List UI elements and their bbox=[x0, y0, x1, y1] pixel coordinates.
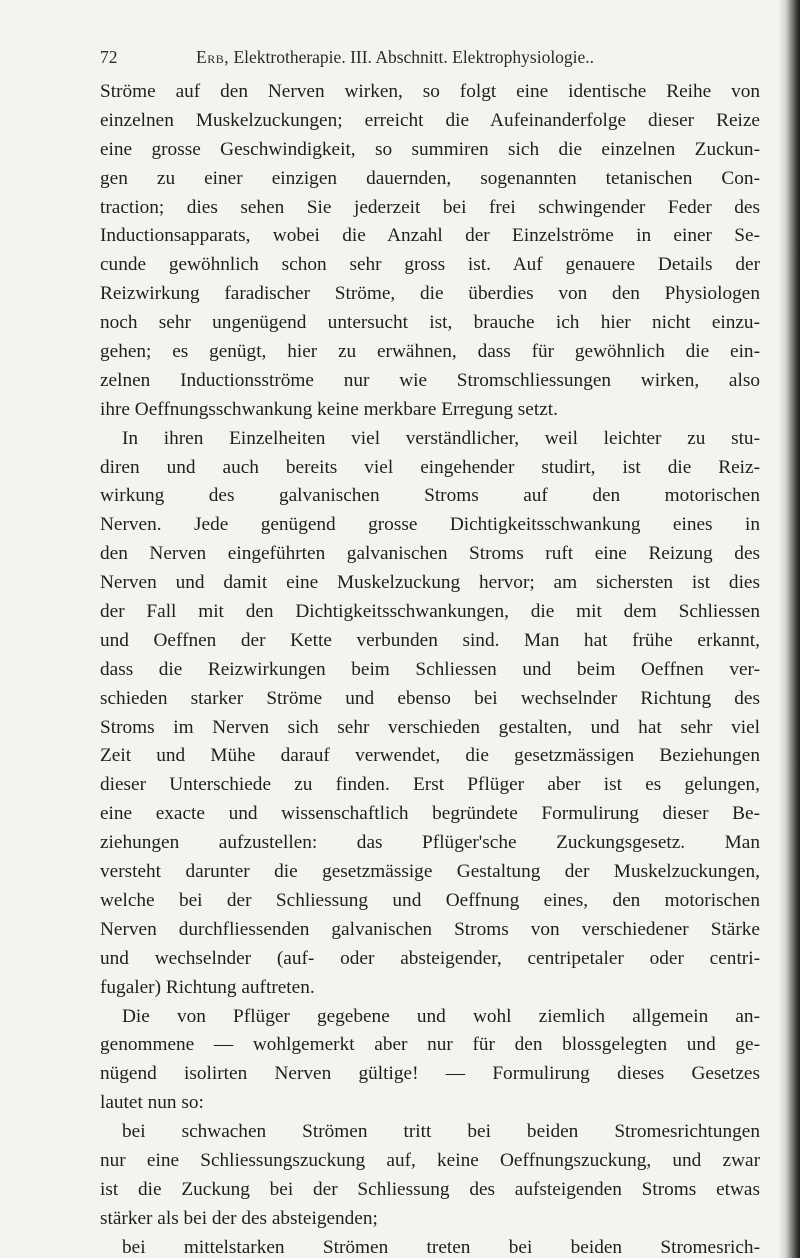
text-line: Stroms im Nerven sich sehr verschieden gestalten, und hat sehr viel bbox=[100, 716, 760, 738]
text-line: zelnen Inductionsströme nur wie Stromschliessungen wirken, also bbox=[100, 369, 760, 391]
text-line: schieden starker Ströme und ebenso bei wechselnder Richtung des bbox=[100, 687, 760, 709]
text-line: traction; dies sehen Sie jederzeit bei frei schwingender Feder des bbox=[100, 196, 760, 218]
text-line: lautet nun so: bbox=[100, 1092, 204, 1114]
text-line: bei mittelstarken Strömen treten bei beiden Stromesrich- bbox=[122, 1236, 760, 1258]
text-line: gen zu einer einzigen dauernden, sogenannten tetanischen Con- bbox=[100, 167, 760, 189]
text-line: diren und auch bereits viel eingehender studirt, ist die Reiz- bbox=[100, 456, 760, 478]
text-line: den Nerven eingeführten galvanischen Stroms ruft eine Reizung des bbox=[100, 543, 760, 565]
body-text bbox=[100, 78, 760, 1258]
page-number: 72 bbox=[100, 47, 118, 67]
running-head bbox=[100, 47, 760, 68]
text-line: Nerven und damit eine Muskelzuckung hervor; am sichersten ist dies bbox=[100, 572, 760, 594]
page-edge-shadow bbox=[778, 0, 800, 1258]
running-head-author: Erb, bbox=[196, 47, 230, 67]
text-line: nur eine Schliessungszuckung auf, keine Oeffnungszuckung, und zwar bbox=[100, 1149, 760, 1171]
text-line: welche bei der Schliessung und Oeffnung eines, den motorischen bbox=[100, 889, 760, 911]
text-line: ihre Oeffnungsschwankung keine merkbare Erregung setzt. bbox=[100, 398, 558, 420]
text-line: dass die Reizwirkungen beim Schliessen und beim Oeffnen ver- bbox=[100, 658, 760, 680]
text-line: noch sehr ungenügend untersucht ist, brauche ich hier nicht einzu- bbox=[100, 312, 760, 334]
text-line: der Fall mit den Dichtigkeitsschwankungen, die mit dem Schliessen bbox=[100, 601, 760, 623]
text-line: In ihren Einzelheiten viel verständlicher, weil leichter zu stu- bbox=[122, 427, 760, 449]
text-line: stärker als bei der des absteigenden; bbox=[100, 1207, 378, 1229]
text-line: und Oeffnen der Kette verbunden sind. Man hat frühe erkannt, bbox=[100, 629, 760, 651]
text-line: Die von Pflüger gegebene und wohl ziemlich allgemein an- bbox=[122, 1005, 760, 1027]
text-line: wirkung des galvanischen Stroms auf den motorischen bbox=[100, 485, 760, 507]
text-line: eine grosse Geschwindigkeit, so summiren sich die einzelnen Zuckun- bbox=[100, 138, 760, 160]
text-line: Zeit und Mühe darauf verwendet, die gesetzmässigen Beziehungen bbox=[100, 745, 760, 767]
text-line: dieser Unterschiede zu finden. Erst Pflüger aber ist es gelungen, bbox=[100, 774, 760, 796]
text-line: cunde gewöhnlich schon sehr gross ist. Auf genauere Details der bbox=[100, 254, 760, 276]
text-line: gehen; es genügt, hier zu erwähnen, dass für gewöhnlich die ein- bbox=[100, 341, 760, 363]
text-line: ist die Zuckung bei der Schliessung des aufsteigenden Stroms etwas bbox=[100, 1178, 760, 1200]
text-line: versteht darunter die gesetzmässige Gestaltung der Muskelzuckungen, bbox=[100, 861, 760, 883]
text-line: Nerven durchfliessenden galvanischen Stroms von verschiedener Stärke bbox=[100, 918, 760, 940]
text-line: Reizwirkung faradischer Ströme, die überdies von den Physiologen bbox=[100, 283, 760, 305]
text-line: nügend isolirten Nerven gültige! — Formulirung dieses Gesetzes bbox=[100, 1063, 760, 1085]
text-line: bei schwachen Strömen tritt bei beiden Stromesrichtungen bbox=[122, 1121, 760, 1143]
text-line: einzelnen Muskelzuckungen; erreicht die Aufeinanderfolge dieser Reize bbox=[100, 109, 760, 131]
text-line: eine exacte und wissenschaftlich begründete Formulirung dieser Be- bbox=[100, 803, 760, 825]
text-line: und wechselnder (auf- oder absteigender, centripetaler oder centri- bbox=[100, 947, 760, 969]
text-line: ziehungen aufzustellen: das Pflüger'sche Zuckungsgesetz. Man bbox=[100, 832, 760, 854]
text-line: Ströme auf den Nerven wirken, so folgt eine identische Reihe von bbox=[100, 81, 760, 102]
text-line: Nerven. Jede genügend grosse Dichtigkeitsschwankung eines in bbox=[100, 514, 760, 536]
text-line: Inductionsapparats, wobei die Anzahl der Einzelströme in einer Se- bbox=[100, 225, 760, 247]
running-head-title: Elektrotherapie. III. Abschnitt. Elektrophysiologie.. bbox=[233, 47, 595, 67]
text-line: genommene — wohlgemerkt aber nur für den blossgelegten und ge- bbox=[100, 1034, 760, 1056]
text-line: fugaler) Richtung auftreten. bbox=[100, 976, 315, 998]
